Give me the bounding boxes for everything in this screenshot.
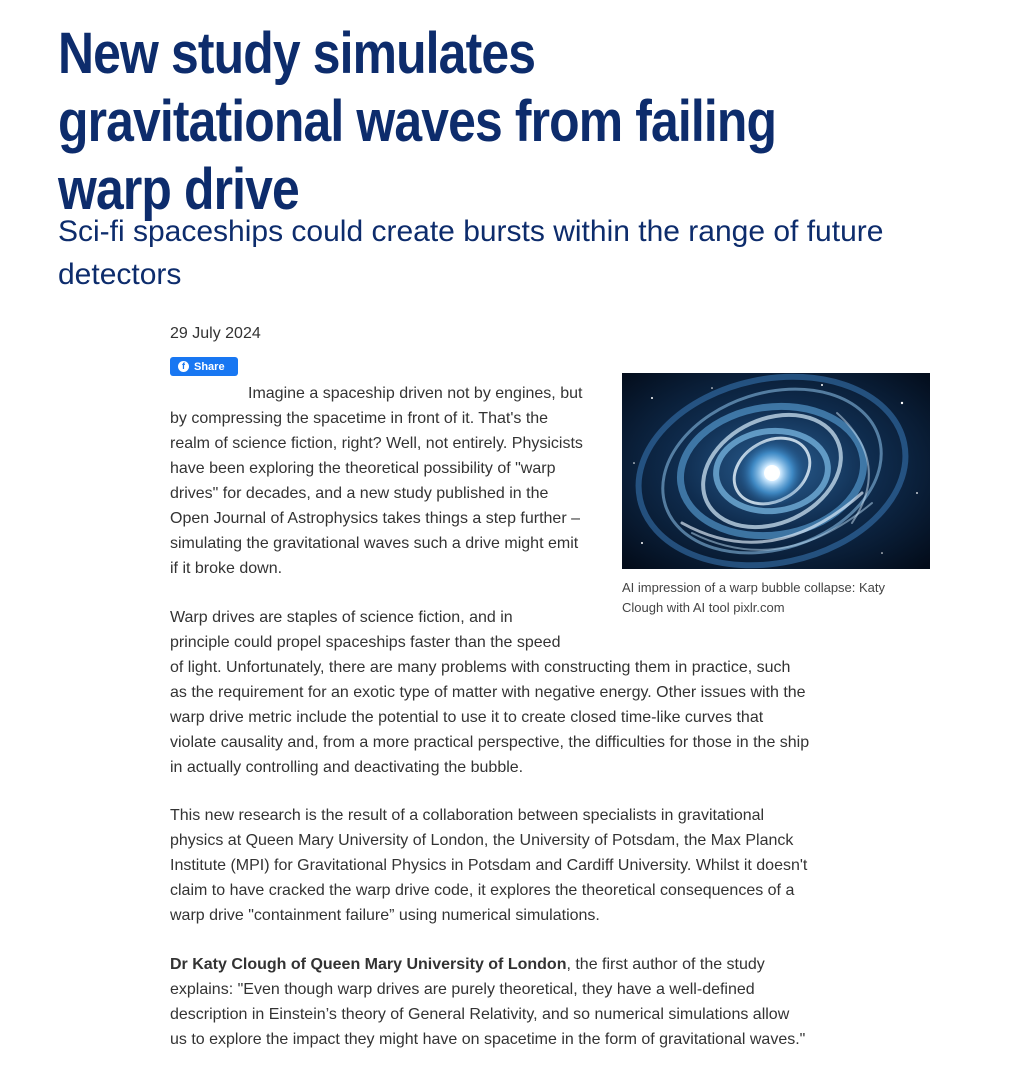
warp-bubble-image xyxy=(622,373,930,569)
paragraph-text: of light. Unfortunately, there are many problems with constructing them in practice, such as the requirement for an exotic type of matter with negative energy. Other issues with the warp drive metric include the potential to use it to create closed time-like curves that violate causality and, from a more practical perspective, the difficulties for those in the ship in actually controlling and deactivating the bubble. xyxy=(170,659,810,776)
paragraph-line: Warp drives are staples of science fiction, and in xyxy=(170,609,513,626)
share-button-label: Share xyxy=(194,360,225,373)
article-title: New study simulates gravitational waves from failing warp drive xyxy=(58,21,777,222)
author-name: Dr Katy Clough of Queen Mary University of London xyxy=(170,956,567,973)
figure-caption: AI impression of a warp bubble collapse: Katy Clough with AI tool pixlr.com xyxy=(622,580,886,615)
paragraph-warp-drives xyxy=(170,605,810,780)
publish-date: 29 July 2024 xyxy=(170,325,261,342)
paragraph-collaboration: This new research is the result of a collaboration between specialists in gravitational physics at Queen Mary University of London, the University of Potsdam, the Max Planck Institute (MPI) for Gravitational Physics in Potsdam and Cardiff University. Whilst it doesn't claim to have cracked the warp drive code, it explores the theoretical consequences of a warp drive "containment failure” using numerical simulations. xyxy=(170,807,808,924)
paragraph-line: principle could propel spaceships faster than the speed xyxy=(170,634,561,651)
article-figure xyxy=(622,373,930,618)
facebook-share-button[interactable] xyxy=(170,357,238,376)
paragraph-quote xyxy=(170,952,810,1052)
quote-text: , the first author of the study explains: "Even though warp drives are purely theoretical, they have a well-defined description in Einstein’s theory of General Relativity, and so numerical simulations allow us to explore the impact they might have on spacetime in the form of gravitational waves." xyxy=(170,956,806,1048)
article-subtitle: Sci-fi spaceships could create bursts within the range of future detectors xyxy=(58,215,884,291)
paragraph-intro: Imagine a spaceship driven not by engines, but by compressing the spacetime in front of it. That's the realm of science fiction, right? Well, not entirely. Physicists have been exploring the theoretical possibility of "warp drives" for decades, and a new study published in the Open Journal of Astrophysics takes things a step further – simulating the gravitational waves such a drive might emit if it broke down. xyxy=(170,385,583,577)
facebook-icon: f xyxy=(178,361,189,372)
